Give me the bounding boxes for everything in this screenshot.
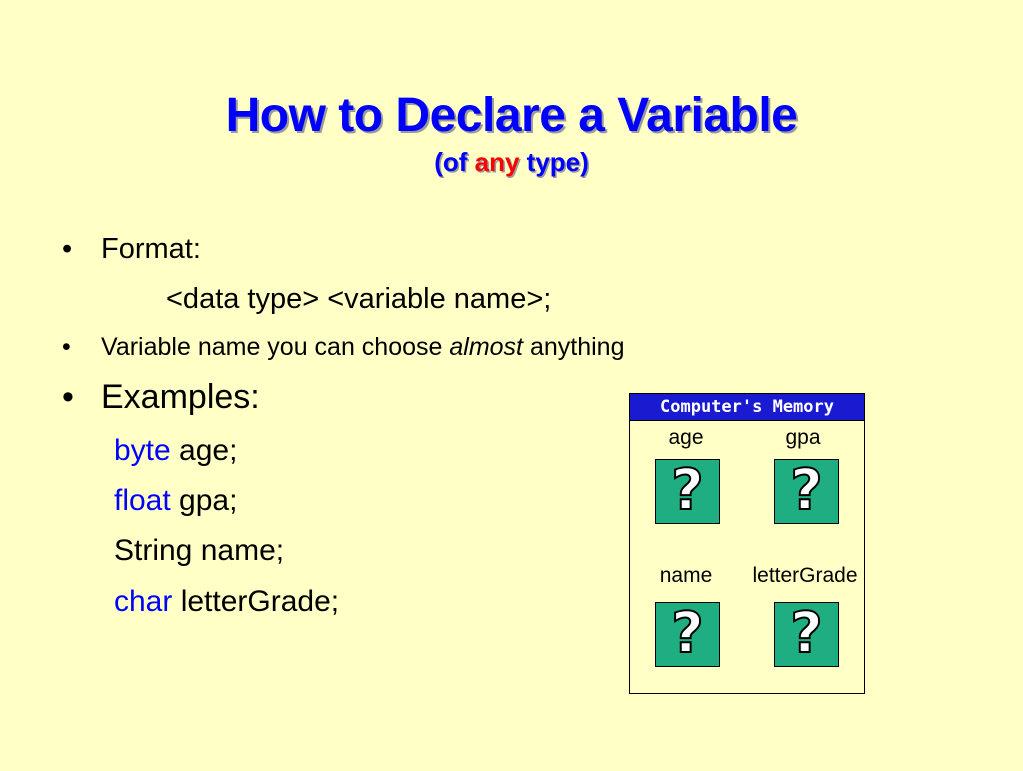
examples-label: Examples: [101, 378, 260, 416]
memory-cell-box [774, 602, 839, 667]
subtitle-emphasis: any [474, 147, 520, 177]
example-line [114, 585, 339, 619]
memory-cell-label: gpa [785, 426, 821, 449]
example-type: float [114, 484, 171, 517]
example-rest: age; [170, 434, 238, 467]
bullet-dot-format: • [62, 233, 73, 265]
example-line [114, 484, 237, 518]
example-rest: String name; [114, 534, 285, 567]
memory-cell-box [655, 459, 720, 524]
example-rest: gpa; [170, 484, 238, 517]
memory-cell-box [655, 602, 720, 667]
name-rule-after: anything [523, 333, 625, 361]
slide-subtitle [0, 147, 1023, 178]
slide-title: How to Declare a Variable [225, 89, 798, 142]
question-mark-icon: ? [790, 458, 823, 523]
bullet-dot-examples: • [62, 378, 74, 416]
memory-panel [629, 393, 865, 694]
example-rest: letterGrade; [172, 585, 340, 618]
subtitle-close: type) [519, 147, 589, 177]
memory-cell-label: age [668, 426, 704, 449]
bullet-dot-name: • [62, 333, 71, 361]
question-mark-icon: ? [671, 458, 704, 523]
name-rule-text [101, 333, 624, 362]
question-mark-icon: ? [671, 601, 704, 666]
example-line [114, 434, 237, 468]
memory-cell-label: letterGrade [752, 564, 858, 587]
format-line: <data type> <variable name>; [166, 283, 552, 315]
name-rule-before: Variable name you can choose [101, 333, 450, 361]
example-type: byte [114, 434, 171, 467]
example-type: char [114, 585, 173, 618]
format-label: Format: [101, 233, 201, 265]
memory-cell-box [774, 459, 839, 524]
name-rule-italic: almost [449, 333, 524, 361]
memory-header: Computer's Memory [630, 394, 864, 421]
subtitle-open: (of [434, 147, 475, 177]
question-mark-icon: ? [790, 601, 823, 666]
example-line [114, 534, 284, 568]
memory-cell-label: name [659, 564, 713, 587]
